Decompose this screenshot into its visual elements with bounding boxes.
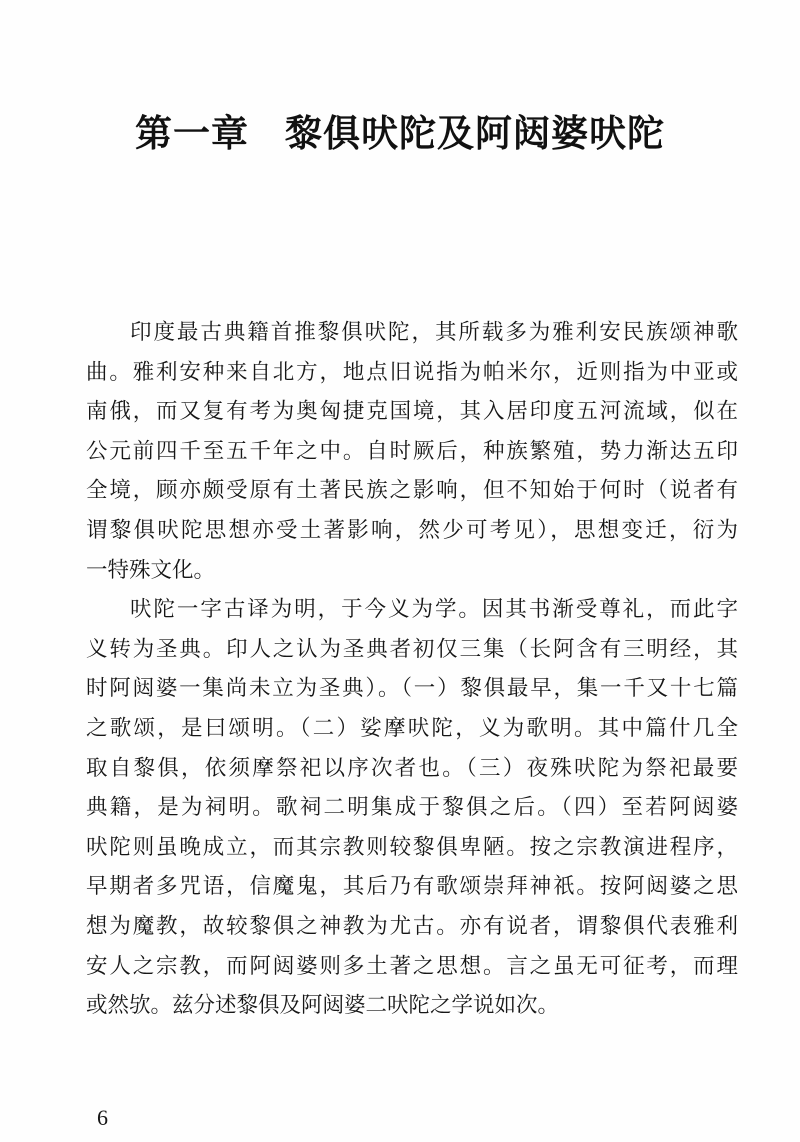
chapter-title — [0, 108, 800, 158]
text-line: 安人之宗教，而阿闼婆则多土著之思想。言之虽无可征考，而理 — [86, 953, 738, 979]
text-line: 义转为圣典。印人之认为圣典者初仅三集（长阿含有三明经，其 — [86, 636, 738, 662]
text-line: 典籍，是为祠明。歌祠二明集成于黎俱之后。（四）至若阿闼婆 — [86, 795, 738, 821]
chapter-number: 第一章 — [135, 111, 249, 155]
text-line: 全境，顾亦颇受原有土著民族之影响，但不知始于何时（说者有 — [86, 478, 738, 504]
text-line: 早期者多咒语，信魔鬼，其后乃有歌颂崇拜神祇。按阿闼婆之思 — [86, 874, 738, 900]
text-line: 一特殊文化。 — [86, 557, 216, 583]
page-number: 6 — [97, 1105, 108, 1130]
text-line: 吠陀一字古译为明，于今义为学。因其书渐受尊礼，而此字 — [130, 597, 738, 623]
text-line: 之歌颂，是曰颂明。（二）娑摩吠陀，义为歌明。其中篇什几全 — [86, 715, 738, 741]
text-line: 吠陀则虽晚成立，而其宗教则较黎俱卑陋。按之宗教演进程序， — [86, 834, 738, 860]
paragraph-2 — [86, 590, 738, 1026]
body-text — [86, 313, 738, 1026]
text-line: 想为魔教，故较黎俱之神教为尤古。亦有说者，谓黎俱代表雅利 — [86, 913, 738, 939]
text-line: 公元前四千至五千年之中。自时厥后，种族繁殖，势力渐达五印 — [86, 438, 738, 464]
text-line: 曲。雅利安种来自北方，地点旧说指为帕米尔，近则指为中亚或 — [86, 359, 738, 385]
text-line: 南俄，而又复有考为奥匈捷克国境，其入居印度五河流域，似在 — [86, 399, 738, 425]
text-line: 取自黎俱，依须摩祭祀以序次者也。（三）夜殊吠陀为祭祀最要 — [86, 755, 738, 781]
chapter-name: 黎俱吠陀及阿闼婆吠陀 — [285, 111, 665, 155]
text-line: 时阿闼婆一集尚未立为圣典）。（一）黎俱最早，集一千又十七篇 — [86, 676, 738, 702]
paragraph-1 — [86, 313, 738, 590]
text-line: 或然欤。兹分述黎俱及阿闼婆二吠陀之学说如次。 — [86, 993, 560, 1019]
text-line: 印度最古典籍首推黎俱吠陀，其所载多为雅利安民族颂神歌 — [130, 320, 738, 345]
text-line: 谓黎俱吠陀思想亦受土著影响，然少可考见），思想变迁，衍为 — [86, 517, 738, 543]
